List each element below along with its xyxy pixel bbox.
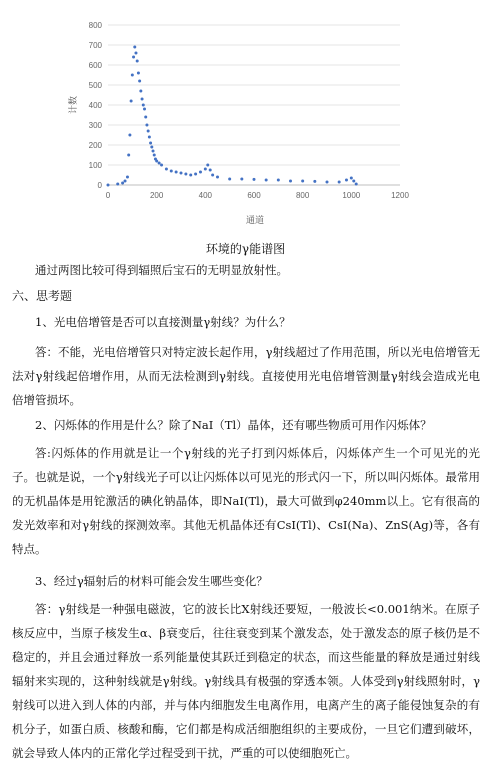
data-point [158,162,161,165]
data-point [204,168,207,171]
data-point [116,183,119,186]
data-point [228,178,231,181]
data-point [142,104,145,107]
data-point [136,60,139,63]
data-point [338,181,341,184]
data-point [148,136,151,139]
question-1: 1、光电倍增管是否可以直接测量γ射线？为什么？ [35,315,291,329]
data-point [209,169,212,172]
data-point [126,176,129,179]
data-point [155,160,158,163]
data-point [127,154,130,157]
y-tick-label: 400 [88,101,102,110]
data-point [184,173,187,176]
data-point [139,90,142,93]
chart-caption: 环境的γ能谱图 [205,242,286,256]
x-tick-label: 1000 [342,191,361,200]
data-point [149,142,152,145]
y-tick-label: 700 [88,41,102,50]
y-tick-label: 200 [88,141,102,150]
data-point [180,172,183,175]
x-tick-label: 200 [149,191,164,200]
x-tick-label: 0 [105,191,111,200]
data-point [132,56,135,59]
answer-2: 答:闪烁体的作用就是让一个γ射线的光子打到闪烁体后，闪烁体产生一个可见光的光子。也就是说，一个γ射线光子可以让闪烁体以可见光的形式闪一下，所以叫闪烁体。最常用的无机晶体是用铊激活的碘化钠晶体，即NaI(Tl)，最大可做到φ240mm以上。它有很高的发光效率和对γ射线的探测效率。其他无机晶体还有CsI(Tl)、CsI(Na)、ZnS(Ag)等，各有特点。 [12,446,480,556]
data-point [107,184,110,187]
x-tick-label: 1200 [391,191,409,200]
data-point [326,181,329,184]
data-point [138,80,141,83]
data-point [216,176,219,179]
data-point [170,170,173,173]
y-tick-label: 500 [88,81,102,90]
data-point [240,178,243,181]
data-point [265,179,268,182]
question-2: 2、闪烁体的作用是什么？除了NaI（Tl）晶体，还有哪些物质可用作闪烁体？ [35,418,432,432]
data-point [147,130,150,133]
gamma-spectrum-chart [60,10,420,230]
data-point [128,134,131,137]
x-axis-title: 通道 [245,216,265,226]
data-point [131,74,134,77]
chart-axes [89,21,410,200]
data-point [175,171,178,174]
y-tick-label: 100 [88,161,102,170]
y-tick-label: 600 [88,61,102,70]
data-point [133,46,136,49]
data-point [206,164,209,167]
data-point [152,150,155,153]
x-tick-label: 600 [247,191,261,200]
data-point [144,116,147,119]
data-point [121,182,124,185]
answer-3: 答：γ射线是一种强电磁波，它的波长比X射线还要短，一般波长<0.001纳米。在原子核反应中，当原子核发生α、β衰变后，往往衰变到某个激发态，处于激发态的原子核仍是不稳定的，并且会通过释放一系列能量使其跃迁到稳定的状态，而这些能量的释放是通过射线辐射来实现的，这种射线就是γ射线。γ射线具有极强的穿透本领。人体受到γ射线照射时，γ射线可以进入到人体的内部，并与体内细胞发生电离作用，电离产生的离子能侵蚀复杂的有机分子，如蛋白质、核酸和酶，它们都是构成活细胞组织的主要成份，一旦它们遭到破坏，就会导致人体内的正常化学过程受到干扰，严重的可以使细胞死亡。 [12,602,480,760]
y-tick-label: 300 [88,121,102,130]
data-point [137,72,140,75]
data-point [145,124,148,127]
data-point [355,183,358,186]
y-tick-label: 0 [97,181,102,190]
data-point [313,180,316,183]
x-tick-label: 400 [198,191,213,200]
data-point [352,180,355,183]
data-point [141,98,144,101]
data-point [350,177,353,180]
data-point [289,180,292,183]
data-point [124,180,127,183]
data-point [301,180,304,183]
data-point [277,179,280,182]
y-axis-title: 计数 [69,95,79,115]
data-point [253,178,256,181]
y-tick-label: 800 [88,21,102,30]
data-point [143,108,146,111]
data-point [130,100,133,103]
x-tick-label: 800 [295,191,310,200]
section-heading: 六、思考题 [12,289,73,303]
data-point [150,146,153,149]
data-point [134,52,137,55]
chart-svg [60,10,420,230]
intro-text: 通过两图比较可得到辐照后宝石的无明显放射性。 [35,263,288,277]
data-point [165,168,168,171]
data-point [211,174,214,177]
chart-grid [108,25,400,185]
question-3: 3、经过γ辐射后的材料可能会发生哪些变化？ [35,574,268,588]
data-point [160,164,163,167]
data-point [189,174,192,177]
answer-1: 答：不能，光电倍增管只对特定波长起作用，γ射线超过了作用范围，所以光电倍增管无法对γ射线起倍增作用，从而无法检测到γ射线。直接使用光电倍增管测量γ射线会造成光电倍增管损坏。 [12,345,480,407]
data-point [153,154,156,157]
data-point [345,179,348,182]
data-point [194,173,197,176]
data-point [199,171,202,174]
